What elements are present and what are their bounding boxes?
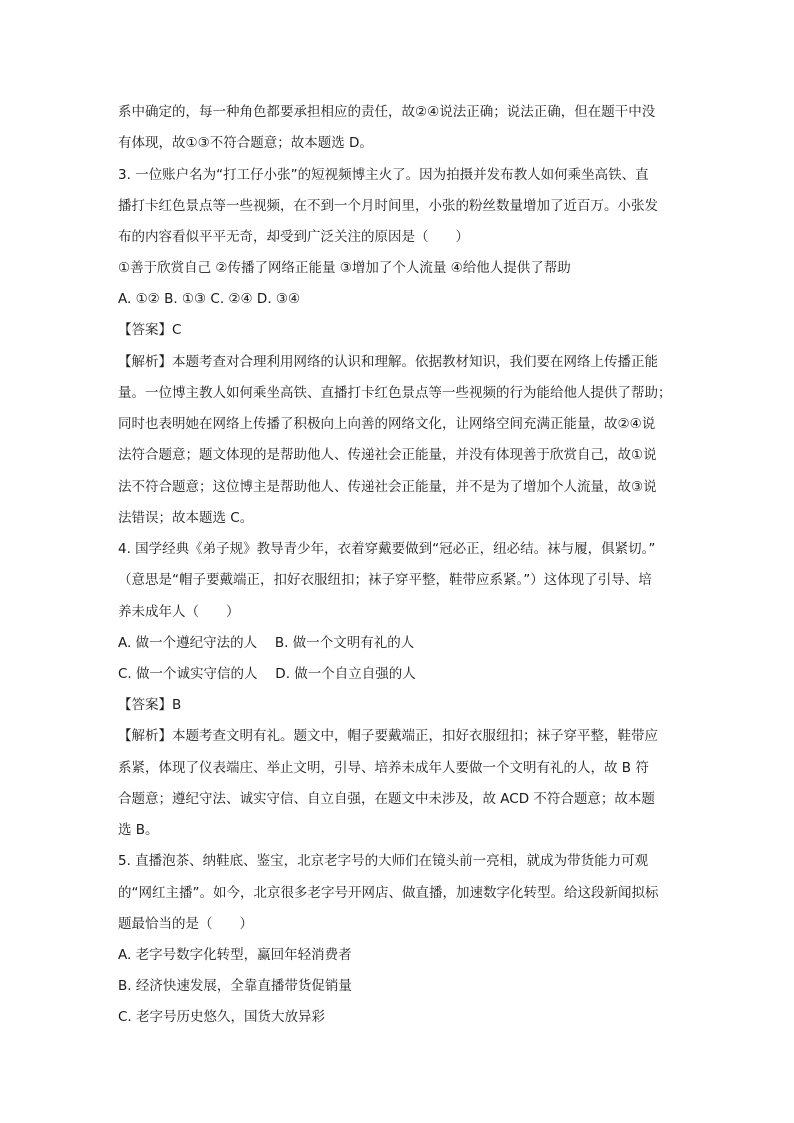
- text-line: 系中确定的，每一种角色都要承担相应的责任，故②④说法正确；说法正确，但在题干中没: [118, 104, 656, 120]
- question-4-options-cd: C. 做一个诚实守信的人 D. 做一个自立自强的人: [118, 666, 416, 682]
- question-4-stem: 4. 国学经典《弟子规》教导青少年，衣着穿戴要做到“冠必正，纽必结。袜与履，俱紧切。”: [118, 541, 656, 557]
- analysis-text: 【解析】本题考查对合理利用网络的认识和理解。依据教材知识，我们要在网络上传播正能: [118, 354, 658, 370]
- question-5-stem: 5. 直播泡茶、纳鞋底、鉴宝，北京老字号的大师们在镜头前一亮相，就成为带货能力可观: [118, 853, 649, 869]
- text-line: 布的内容看似平平无奇，却受到广泛关注的原因是（ ）: [118, 229, 469, 245]
- question-3-stem: 3. 一位账户名为“打工仔小张”的短视频博主火了。因为拍摄并发布教人如何乘坐高铁、直: [118, 167, 649, 183]
- text-line: 量。一位博主教人如何乘坐高铁、直播打卡红色景点等一些视频的行为能给他人提供了帮助；: [118, 385, 672, 401]
- question-4-options-ab: A. 做一个遵纪守法的人 B. 做一个文明有礼的人: [118, 635, 415, 651]
- answer-label: 【答案】B: [118, 697, 182, 713]
- text-line: 播打卡红色景点等一些视频，在不到一个月时间里，小张的粉丝数量增加了近百万。小张发: [118, 198, 658, 214]
- text-line: 的“网红主播”。如今，北京很多老字号开网店、做直播，加速数字化转型。给这段新闻拟标: [118, 885, 659, 901]
- question-3-options: A. ①② B. ①③ C. ②④ D. ③④: [118, 291, 301, 307]
- question-3-items: ①善于欣赏自己 ②传播了网络正能量 ③增加了个人流量 ④给他人提供了帮助: [118, 260, 571, 276]
- question-5-option-c: C. 老字号历史悠久，国货大放异彩: [118, 1009, 326, 1025]
- text-line: 系紧，体现了仪表端庄、举止文明，引导、培养未成年人要做一个文明有礼的人，故 B 符: [118, 760, 649, 776]
- text-line: 法错误；故本题选 C。: [118, 510, 254, 526]
- text-line: 法不符合题意；这位博主是帮助他人、传递社会正能量，并不是为了增加个人流量，故③说: [118, 479, 657, 495]
- question-5-option-b: B. 经济快速发展，全靠直播带货促销量: [118, 978, 352, 994]
- text-line: 选 B。: [118, 822, 159, 838]
- text-line: 合题意；遵纪守法、诚实守信、自立自强，在题文中未涉及，故 ACD 不符合题意；故本题: [118, 791, 655, 807]
- text-line: 题最恰当的是（ ）: [118, 916, 253, 932]
- text-line: 同时也表明她在网络上传播了积极向上向善的网络文化，让网络空间充满正能量，故②④说: [118, 416, 656, 432]
- text-line: 有体现，故①③不符合题意；故本题选 D。: [118, 135, 373, 151]
- analysis-text: 【解析】本题考查文明有礼。题文中，帽子要戴端正，扣好衣服纽扣；袜子穿平整，鞋带应: [118, 728, 658, 744]
- text-line: 养未成年人（ ）: [118, 604, 240, 620]
- text-line: （意思是“帽子要戴端正，扣好衣服纽扣；袜子穿平整，鞋带应系紧。”）这体现了引导、培: [118, 572, 652, 588]
- text-line: 法符合题意；题文体现的是帮助他人、传递社会正能量，并没有体现善于欣赏自己，故①说: [118, 447, 657, 463]
- answer-label: 【答案】C: [118, 322, 182, 338]
- question-5-option-a: A. 老字号数字化转型，赢回年轻消费者: [118, 947, 352, 963]
